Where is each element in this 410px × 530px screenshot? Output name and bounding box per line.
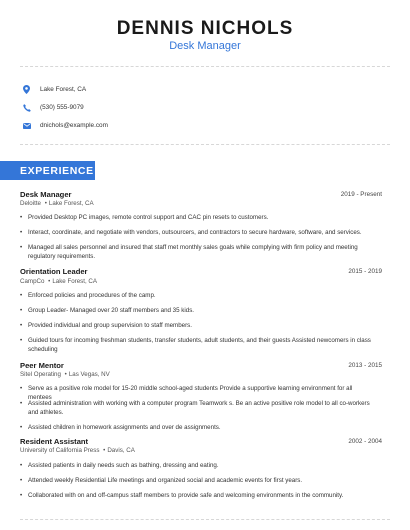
- email-text: dnichols@example.com: [40, 122, 108, 129]
- location-text: Lake Forest, CA: [40, 86, 87, 93]
- job-dates: 2015 - 2019: [348, 268, 382, 275]
- footer-divider: [20, 519, 390, 520]
- job-bullet: • Interact, coordinate, and negotiate with vendors, outsourcers, and contractors to secure hardware, software, and services.: [20, 228, 372, 237]
- contact-location: [22, 85, 86, 94]
- job-bullet: • Provided individual and group supervision to staff members.: [20, 321, 372, 330]
- job-title: Peer Mentor: [20, 361, 64, 370]
- job-company-line: University of California Press • Davis, CA: [20, 447, 135, 454]
- job-company-line: Sitel Operating • Las Vegas, NV: [20, 371, 110, 378]
- job-bullet: • Serve as a positive role model for 15-20 middle school-aged students Provide a supportive learning environment for all mentees: [20, 384, 372, 402]
- job-company: University of California Press: [20, 447, 100, 454]
- job-company: Deloitte: [20, 200, 41, 207]
- email-icon: [22, 121, 31, 130]
- job-dates: 2013 - 2015: [348, 362, 382, 369]
- job-bullet: • Assisted patients in daily needs such as bathing, dressing and eating.: [20, 461, 372, 470]
- job-bullet: • Guided tours for incoming freshman students, transfer students, adult students, and their guests Assisted newcomers in class scheduling: [20, 336, 372, 354]
- job-title: Orientation Leader: [20, 267, 88, 276]
- job-bullet: • Provided Desktop PC images, remote control support and CAC pin resets to customers.: [20, 213, 372, 222]
- job-bullet: • Group Leader- Managed over 20 staff members and 35 kids.: [20, 306, 372, 315]
- contact-email: [22, 121, 108, 130]
- job-company-line: Deloitte • Lake Forest, CA: [20, 200, 94, 207]
- contact-phone: [22, 103, 84, 112]
- phone-icon: [22, 103, 31, 112]
- job-location: Davis, CA: [107, 447, 135, 454]
- job-bullet: • Enforced policies and procedures of the camp.: [20, 291, 372, 300]
- job-location: Lake Forest, CA: [52, 278, 98, 285]
- job-bullet: • Managed all sales personnel and insured that staff met monthly sales goals while complying with firm policy and meeting regulatory requirements.: [20, 243, 372, 261]
- job-title: Desk Manager: [20, 190, 72, 199]
- job-bullet: • Assisted children in homework assignments and over de assignments.: [20, 423, 372, 432]
- job-bullet: • Assisted administration with working with a computer program Teamwork s. Be an active positive role model to all co-workers and athletes.: [20, 399, 372, 417]
- job-bullet: • Attended weekly Residential Life meetings and organized social and academic events for first years.: [20, 476, 372, 485]
- job-headline: Desk Manager: [169, 40, 241, 52]
- job-title: Resident Assistant: [20, 437, 89, 446]
- contact-divider: [20, 144, 390, 145]
- job-company: CampCo: [20, 278, 45, 285]
- job-company: Sitel Operating: [20, 371, 61, 378]
- job-location: Las Vegas, NV: [68, 371, 110, 378]
- job-dates: 2019 - Present: [340, 191, 382, 198]
- header-divider: [20, 66, 390, 67]
- experience-section-heading: EXPERIENCE: [0, 161, 95, 180]
- candidate-name: DENNIS NICHOLS: [116, 18, 294, 39]
- job-dates: 2002 - 2004: [348, 438, 382, 445]
- phone-text: (530) 555-9079: [40, 104, 84, 111]
- job-bullet: • Collaborated with on and off-campus staff members to provide safe and welcoming environments in the community.: [20, 491, 372, 500]
- map-pin-icon: [22, 85, 31, 94]
- job-company-line: CampCo • Lake Forest, CA: [20, 278, 98, 285]
- job-location: Lake Forest, CA: [48, 200, 94, 207]
